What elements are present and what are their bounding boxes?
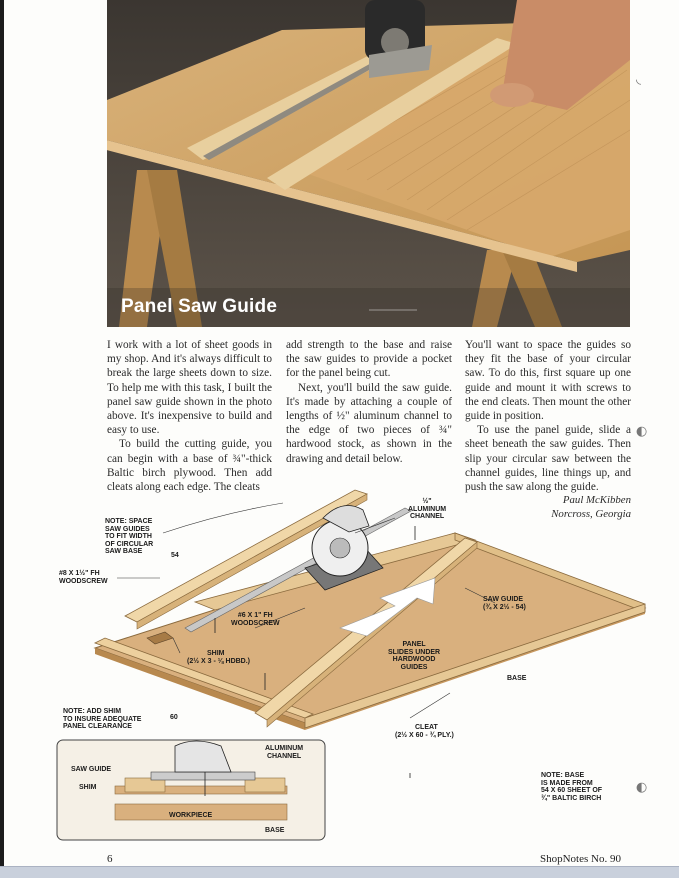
author-name: Paul McKibben [562, 494, 631, 507]
paragraph: Next, you'll build the saw guide. It's made by attaching a couple of lengths of ½" aluminum channel to the edge of two pieces of ¾" hardwood stock, as shown in the drawing and detail below. [286, 381, 452, 465]
article-title: Panel Saw Guide [121, 296, 278, 317]
cleat-dimension: (2½ X 60 - ¾ PLY.) [395, 732, 454, 739]
saw-guide-label: SAW GUIDE [483, 596, 524, 603]
page-curl-icon: ◐ [636, 424, 648, 439]
paragraph: To use the panel guide, slide a sheet beneath the saw guides. Then slip your circular saw between the channel guides, line things up, and push the saw along the guide. [465, 424, 631, 494]
exploded-drawing [55, 478, 655, 848]
page-curl-icon: ◐ [636, 780, 648, 795]
note-base-material: NOTE: BASE IS MADE FROM 54 X 60 SHEET OF ¾" BALTIC BIRCH [541, 772, 603, 802]
detail-workpiece: WORKPIECE [169, 812, 213, 819]
text-column-2 [286, 338, 452, 466]
shim-label: SHIM [207, 650, 225, 657]
dimension-60: 60 [170, 714, 178, 721]
detail-saw-guide: SAW GUIDE [71, 766, 112, 773]
paragraph: To build the cutting guide, you can begin with a base of ¾"-thick Baltic birch plywood. Then add cleats along each edge. The cleats [107, 438, 272, 494]
reader-edge [0, 0, 4, 877]
page-number: 6 [107, 853, 113, 865]
detail-base: BASE [265, 827, 285, 834]
aluminum-channel-label: ½" ALUMINUM CHANNEL [408, 498, 447, 521]
text-column-1 [107, 338, 272, 494]
detail-shim: SHIM [79, 784, 97, 791]
paragraph: You'll want to space the guides so they fit the base of your circular saw. To do this, first square up one guide and mount it with screws to the end cleats. Then mount the other guide in position. [465, 339, 631, 423]
detail-aluminum-channel: ALUMINUM CHANNEL [265, 745, 304, 760]
reader-toolbar [0, 866, 679, 878]
woodscrew-6-label: #6 X 1" FH WOODSCREW [231, 612, 280, 627]
panel-slides-label: PANEL SLIDES UNDER HARDWOOD GUIDES [388, 641, 441, 671]
hero-photo [107, 0, 630, 327]
saw-guide-dimension: (¾ X 2½ - 54) [483, 604, 526, 611]
author-location: Norcross, Georgia [551, 507, 631, 520]
note-space-guides: NOTE: SPACE SAW GUIDES TO FIT WIDTH OF CIRCULAR SAW BASE [105, 518, 154, 556]
page-curl-icon: ◟ [636, 72, 642, 87]
cleat-label: CLEAT [415, 724, 438, 731]
paragraph: add strength to the base and raise the saw guides to provide a pocket for the panel being cut. [286, 339, 452, 380]
panel-saw-photo [107, 0, 630, 327]
shim-dimension: (2½ X 3 - ⅛ HDBD.) [187, 658, 251, 665]
woodscrew-8-label: #8 X 1½" FH WOODSCREW [59, 570, 108, 585]
paragraph: I work with a lot of sheet goods in my shop. And it's always difficult to break the large sheets down to size. To help me with this task, I built the panel saw guide shown in the photo above. It's inexpensive to build and easy to use. [107, 339, 272, 437]
base-label: BASE [507, 675, 527, 682]
publication-name: ShopNotes No. 90 [540, 853, 621, 865]
note-add-shim: NOTE: ADD SHIM TO INSURE ADEQUATE PANEL CLEARANCE [63, 708, 142, 731]
dimension-54: 54 [171, 552, 179, 559]
